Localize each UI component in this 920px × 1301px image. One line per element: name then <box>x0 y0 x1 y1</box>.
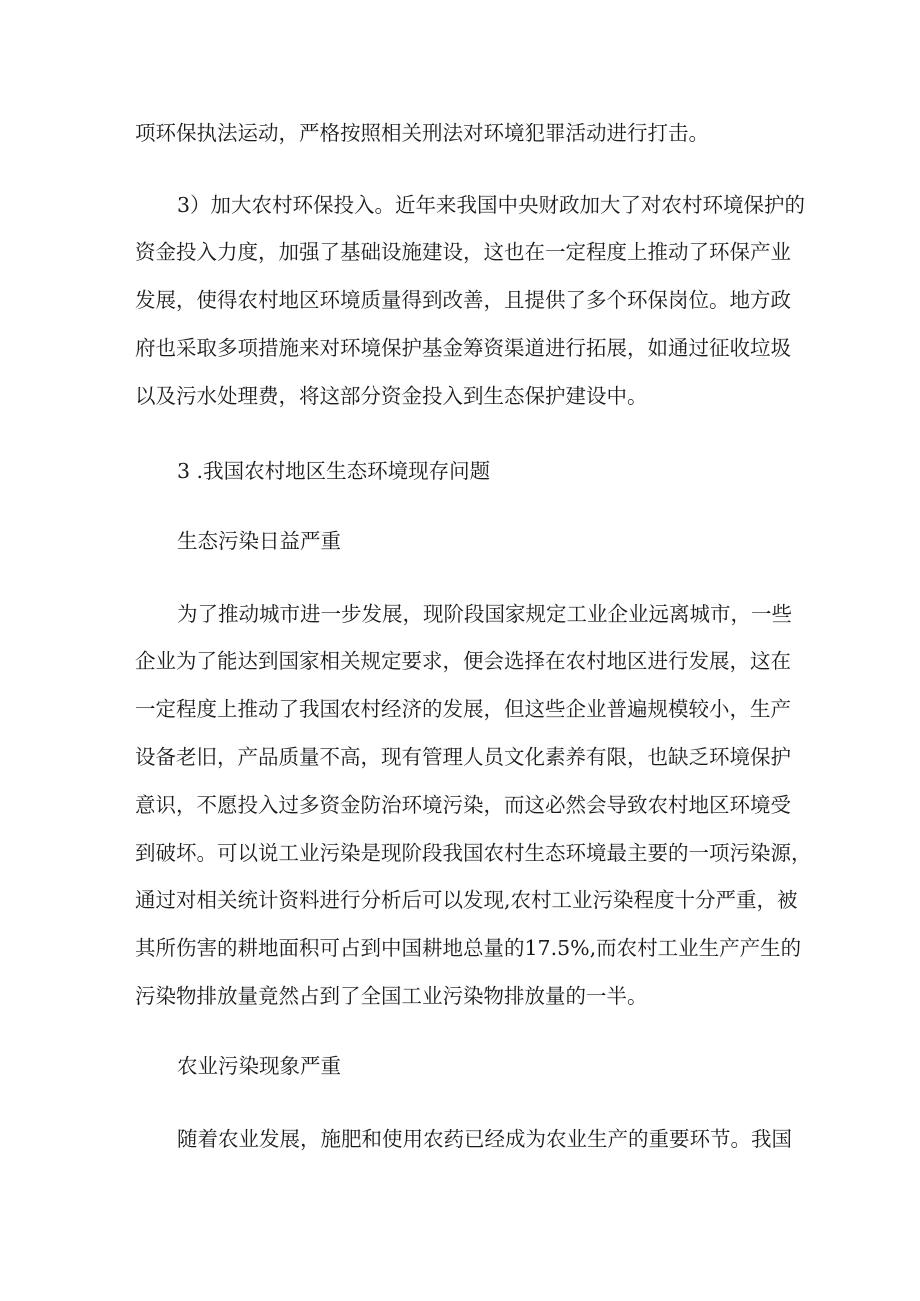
paragraph-line: 项环保执法运动，严格按照相关刑法对环境犯罪活动进行打击。 <box>135 121 709 145</box>
paragraph-line: 设备老旧，产品质量不高，现有管理人员文化素养有限，也缺乏环境保护 <box>135 745 791 769</box>
paragraph-line: 一定程度上推动了我国农村经济的发展，但这些企业普遍规模较小，生产 <box>135 697 791 721</box>
paragraph-line: 随着农业发展，施肥和使用农药已经成为农业生产的重要环节。我国 <box>177 1127 792 1151</box>
paragraph-line: 企业为了能达到国家相关规定要求，便会选择在农村地区进行发展，这在 <box>135 649 791 673</box>
paragraph-line: 发展，使得农村地区环境质量得到改善，且提供了多个环保岗位。地方政 <box>135 288 791 312</box>
paragraph-line: 意识，不愿投入过多资金防治环境污染，而这必然会导致农村地区环境受 <box>135 793 791 817</box>
subheading: 农业污染现象严重 <box>177 1054 341 1078</box>
paragraph-line: 其所伤害的耕地面积可占到中国耕地总量的17.5%,而农村工业生产产生的 <box>135 936 802 960</box>
paragraph-line: 到破坏。可以说工业污染是现阶段我国农村生态环境最主要的一项污染源， <box>135 841 812 865</box>
paragraph-line: 资金投入力度，加强了基础设施建设，这也在一定程度上推动了环保产业 <box>135 240 791 264</box>
subheading: 生态污染日益严重 <box>177 529 341 553</box>
paragraph-line: 府也采取多项措施来对环境保护基金筹资渠道进行拓展，如通过征收垃圾 <box>135 336 791 360</box>
paragraph-line: 以及污水处理费，将这部分资金投入到生态保护建设中。 <box>135 384 648 408</box>
paragraph-line: 为了推动城市进一步发展，现阶段国家规定工业企业远离城市，一些 <box>177 602 792 626</box>
paragraph-line: 通过对相关统计资料进行分析后可以发现,农村工业污染程度十分严重，被 <box>135 888 798 912</box>
paragraph-line: 3）加大农村环保投入。近年来我国中央财政加大了对农村环境保护的 <box>177 193 806 217</box>
section-heading: 3 .我国农村地区生态环境现存问题 <box>177 459 491 483</box>
paragraph-line: 污染物排放量竟然占到了全国工业污染物排放量的一半。 <box>135 984 648 1008</box>
